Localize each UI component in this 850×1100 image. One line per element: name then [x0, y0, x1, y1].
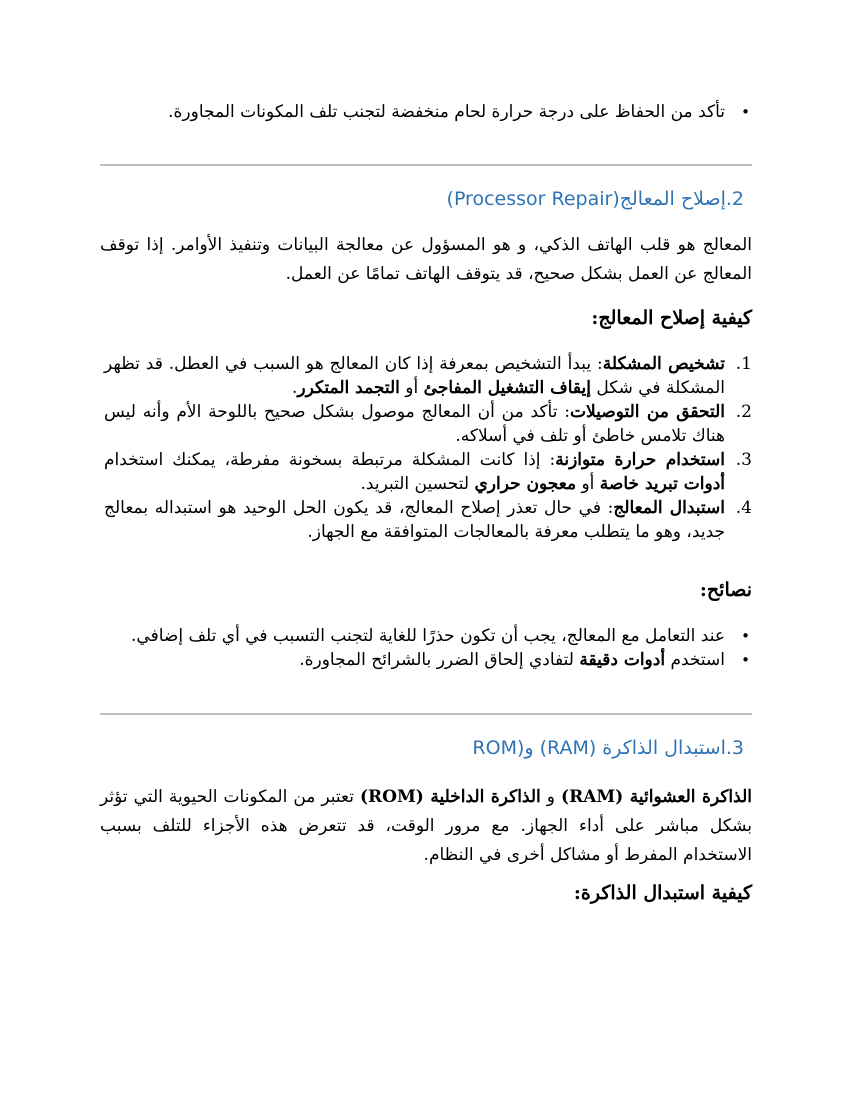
list-item: [104, 496, 752, 544]
section-divider: [100, 164, 752, 166]
section-divider: [100, 713, 752, 715]
step-title: تشخيص المشكلة: [602, 354, 725, 374]
step-text: أو: [576, 474, 600, 494]
section-heading-memory-replacement: 3.استبدال الذاكرة (RAM) و(ROM: [472, 737, 744, 759]
list-number: 4.: [735, 498, 752, 518]
list-item: [100, 648, 752, 672]
tips-list: [100, 624, 752, 672]
list-item: [100, 624, 752, 648]
paragraph-text: و: [540, 787, 562, 807]
list-number: 3.: [735, 450, 752, 470]
step-emphasis: أدوات تبريد خاصة: [599, 474, 725, 494]
tip-text: لتفادي إلحاق الضرر بالشرائح المجاورة.: [299, 650, 580, 670]
tips-heading: نصائح:: [699, 579, 752, 601]
tip-emphasis: أدوات دقيقة: [579, 650, 666, 670]
step-text: : تأكد من أن المعالج موصول بشكل صحيح باللوحة الأم وأنه ليس هناك تلامس خاطئ أو تلف في أسلاكه.: [104, 402, 725, 446]
list-item: [104, 352, 752, 400]
processor-intro-paragraph: المعالج هو قلب الهاتف الذكي، و هو المسؤول عن معالجة البيانات وتنفيذ الأوامر. إذا توقف المعالج عن العمل بشكل صحيح، قد يتوقف الهاتف تمامًا عن العمل.: [100, 235, 752, 284]
step-emphasis: التجمد المتكرر: [297, 378, 400, 398]
step-text: : يبدأ التشخيص بمعرفة إذا كان المعالج هو السبب في العطل. قد تظهر المشكلة في شكل: [104, 354, 725, 398]
memory-rom-term: الذاكرة الداخلية (ROM): [359, 787, 541, 807]
tip-text: عند التعامل مع المعالج، يجب أن تكون حذرًا للغاية لتجنب التسبب في أي تلف إضافي.: [131, 626, 725, 646]
step-title: التحقق من التوصيلات: [570, 402, 725, 422]
step-emphasis: إيقاف التشغيل المفاجئ: [423, 378, 591, 398]
paragraph-text: تعتبر من المكونات الحيوية التي تؤثر بشكل مباشر على أداء الجهاز. مع مرور الوقت، قد تتعرض هذه الأجزاء للتلف بسبب الاستخدام المفرط أو مشاكل أخرى في النظام.: [100, 787, 752, 865]
list-number: 1.: [735, 354, 752, 374]
list-item: [104, 400, 752, 448]
step-text: : إذا كانت المشكلة مرتبطة بسخونة مفرطة، يمكنك استخدام: [104, 450, 556, 470]
memory-intro-paragraph: [100, 783, 752, 870]
list-item: • تأكد من الحفاظ على درجة حرارة لحام منخفضة لتجنب تلف المكونات المجاورة.: [100, 100, 752, 124]
list-number: 2.: [735, 402, 752, 422]
step-title: استخدام حرارة متوازنة: [555, 450, 726, 470]
how-to-replace-memory-heading: كيفية استبدال الذاكرة:: [573, 882, 752, 904]
processor-repair-steps: [104, 352, 752, 544]
step-emphasis: معجون حراري: [474, 474, 577, 494]
step-text: : في حال تعذر إصلاح المعالج، قد يكون الحل الوحيد هو استبداله بمعالج جديد، وهو ما يتطلب معرفة بالمعالجات المتوافقة مع الجهاز.: [104, 498, 725, 542]
step-text: لتحسين التبريد.: [360, 474, 475, 494]
step-text: .: [291, 378, 298, 398]
how-to-repair-processor-heading: كيفية إصلاح المعالج:: [591, 307, 752, 329]
memory-ram-term: الذاكرة العشوائية (RAM): [561, 787, 752, 807]
step-title: استبدال المعالج: [613, 498, 725, 518]
top-bullet-list: [100, 100, 752, 124]
section-heading-processor-repair: 2.إصلاح المعالج(Processor Repair): [446, 188, 744, 210]
step-text: أو: [399, 378, 424, 398]
list-item: [104, 448, 752, 496]
tip-text: استخدم: [665, 650, 725, 670]
